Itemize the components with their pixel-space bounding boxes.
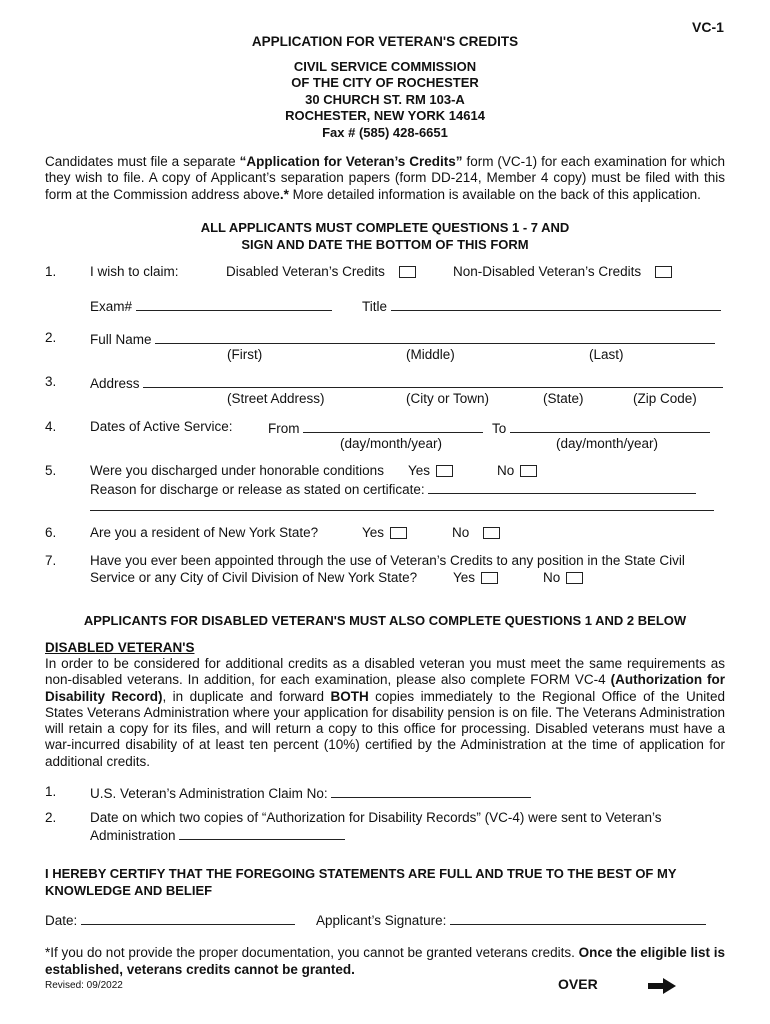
org-line1: CIVIL SERVICE COMMISSION [293, 59, 477, 74]
q1-opt2-label: Non-Disabled Veteran’s Credits [453, 264, 642, 279]
resident-yes-checkbox[interactable] [390, 527, 407, 539]
middle-sublabel: (Middle) [406, 347, 455, 362]
revised-date: Revised: 09/2022 [45, 980, 123, 991]
intro-text-1: Candidates must file a separate [45, 154, 240, 169]
q1-opt1-label: Disabled Veteran’s Credits [226, 264, 385, 279]
dq1-number: 1. [45, 784, 57, 799]
resident-label: Are you a resident of New York State? [90, 525, 319, 540]
honorable-no-label: No [497, 463, 515, 478]
title-label: Title [362, 299, 388, 314]
disabled-subheading: DISABLED VETERAN'S [45, 640, 195, 655]
disabled-credits-checkbox[interactable] [399, 266, 416, 278]
fullname-field [90, 330, 715, 347]
appointed-yes-label: Yes [453, 570, 476, 585]
disabled-bold-1: (Authorization for Disability Record) [45, 672, 725, 704]
resident-no [452, 525, 500, 540]
footnote-bold: Once the eligible list is established, veterans credits cannot be granted. [45, 945, 725, 977]
vc4-date-line1: Date on which two copies of “Authorization for Disability Records” (VC-4) were sent to Veteran’s [90, 810, 662, 825]
appointed-line1: Have you ever been appointed through the use of Veteran’s Credits to any position in the State Civil [90, 553, 685, 568]
honorable-yes [408, 463, 453, 478]
claim-no-input[interactable] [331, 784, 531, 798]
appointed-no-label: No [543, 570, 561, 585]
from-date-input[interactable] [303, 419, 483, 433]
all-applicants-heading [0, 220, 770, 253]
intro-text-3: More detailed information is available on the back of this application. [288, 186, 701, 202]
reason-input-line2[interactable] [90, 497, 714, 514]
zip-sublabel: (Zip Code) [633, 391, 697, 406]
org-fax: Fax # (585) 428-6651 [322, 124, 448, 140]
honorable-yes-label: Yes [408, 463, 431, 478]
q5-number: 5. [45, 463, 57, 478]
signature-field [316, 911, 706, 928]
disabled-text-2: , in duplicate and forward [162, 688, 331, 704]
disabled-paragraph [45, 656, 725, 770]
footnote [45, 944, 725, 978]
org-address [0, 59, 770, 141]
disabled-text-1: In order to be considered for additional credits as a disabled veteran you must meet the same requirements as non-disabled veterans. In addition, for each examination, please also complete FORM VC-4 [45, 656, 725, 688]
date-field [45, 911, 295, 928]
title-input[interactable] [391, 297, 721, 311]
signature-input[interactable] [450, 911, 706, 925]
exam-input[interactable] [136, 297, 332, 311]
q7-number: 7. [45, 553, 57, 568]
all-heading-line2: SIGN AND DATE THE BOTTOM OF THIS FORM [241, 236, 529, 252]
resident-yes-label: Yes [362, 525, 385, 540]
q3-number: 3. [45, 374, 57, 389]
certify-line1: I HEREBY CERTIFY THAT THE FOREGOING STATEMENTS ARE FULL AND TRUE TO THE BEST OF MY [45, 866, 677, 881]
city-sublabel: (City or Town) [406, 391, 490, 406]
honorable-label: Were you discharged under honorable conditions [90, 463, 384, 478]
over-label: OVER [558, 976, 598, 992]
org-line3: 30 CHURCH ST. RM 103-A [305, 91, 465, 107]
last-sublabel: (Last) [589, 347, 624, 362]
from-label: From [268, 421, 300, 436]
dq2-number: 2. [45, 810, 57, 825]
state-sublabel: (State) [543, 391, 584, 406]
certification [45, 865, 676, 899]
disabled-text-3: copies immediately to the Regional Office of the United States Veterans Administration where your application for disability pension is on file. The Veterans Administration will retain a copy for its files, and will return a copy to this office for processing. Disabled veterans must have a war-incurred disability of at least ten percent (10%) certified by the Administration at the time of application for additional credits. [45, 688, 726, 769]
resident-no-label: No [452, 525, 470, 540]
q1-option-disabled [226, 264, 416, 279]
to-label: To [492, 421, 507, 436]
honorable-no [497, 463, 537, 478]
address-input[interactable] [143, 374, 723, 388]
to-date-input[interactable] [510, 419, 710, 433]
fullname-label: Full Name [90, 332, 152, 347]
org-line2: OF THE CITY OF ROCHESTER [291, 75, 479, 91]
address-label: Address [90, 376, 140, 391]
honorable-yes-checkbox[interactable] [436, 465, 453, 477]
q4-number: 4. [45, 419, 57, 434]
disabled-bold-2: BOTH [330, 688, 369, 704]
active-service-label: Dates of Active Service: [90, 419, 233, 434]
street-sublabel: (Street Address) [227, 391, 325, 406]
q1-option-nondisabled [453, 264, 672, 279]
appointed-no-checkbox[interactable] [566, 572, 583, 584]
exam-label: Exam# [90, 299, 133, 314]
q6-number: 6. [45, 525, 57, 540]
certify-line2: KNOWLEDGE AND BELIEF [45, 883, 213, 898]
claim-no-label: U.S. Veteran’s Administration Claim No: [90, 786, 328, 801]
to-field [492, 419, 710, 436]
intro-paragraph [45, 154, 725, 203]
intro-bold: “Application for Veteran’s Credits” [239, 154, 463, 169]
reason-label: Reason for discharge or release as stated on certificate: [90, 482, 425, 497]
first-sublabel: (First) [227, 347, 263, 362]
arrow-right-icon [648, 978, 676, 994]
all-heading-line1: ALL APPLICANTS MUST COMPLETE QUESTIONS 1 - 7 AND [200, 220, 570, 235]
reason-field [90, 480, 696, 497]
q1-label: I wish to claim: [90, 264, 179, 279]
address-field [90, 374, 723, 391]
appointed-no [543, 570, 583, 585]
appointed-yes-checkbox[interactable] [481, 572, 498, 584]
date-input[interactable] [81, 911, 295, 925]
to-date-format: (day/month/year) [556, 436, 659, 451]
from-date-format: (day/month/year) [340, 436, 443, 451]
vc4-date-input[interactable] [179, 826, 345, 840]
vc4-date-field [90, 826, 345, 843]
resident-no-checkbox[interactable] [483, 527, 500, 539]
footnote-text: *If you do not provide the proper documentation, you cannot be granted veterans credits. [45, 945, 579, 960]
q2-number: 2. [45, 330, 57, 345]
reason-input[interactable] [428, 480, 696, 494]
disabled-section-heading: APPLICANTS FOR DISABLED VETERAN'S MUST ALSO COMPLETE QUESTIONS 1 AND 2 BELOW [83, 613, 687, 628]
from-field [268, 419, 483, 436]
appointed-line2: Service or any City of Civil Division of New York State? [90, 570, 418, 585]
resident-yes [362, 525, 407, 540]
fullname-input[interactable] [155, 330, 715, 344]
org-line4: ROCHESTER, NEW YORK 14614 [285, 108, 485, 124]
intro-text-2: form (VC-1) for each examination for which they wish to file. A copy of Applicant’s separation papers (form DD-214, Member 4 copy) must be filed with this form at the Commission address above [45, 154, 726, 202]
title-field [362, 297, 721, 314]
appointed-yes [453, 570, 498, 585]
form-code: VC-1 [692, 19, 724, 35]
intro-bold-2: .* [279, 186, 289, 202]
honorable-no-checkbox[interactable] [520, 465, 537, 477]
exam-field [90, 297, 332, 314]
signature-label: Applicant’s Signature: [316, 913, 447, 928]
vc4-date-label: Administration [90, 828, 176, 843]
form-title: APPLICATION FOR VETERAN'S CREDITS [251, 34, 519, 49]
date-label: Date: [45, 913, 78, 928]
q1-number: 1. [45, 264, 57, 279]
nondisabled-credits-checkbox[interactable] [655, 266, 672, 278]
claim-no-field [90, 784, 531, 801]
